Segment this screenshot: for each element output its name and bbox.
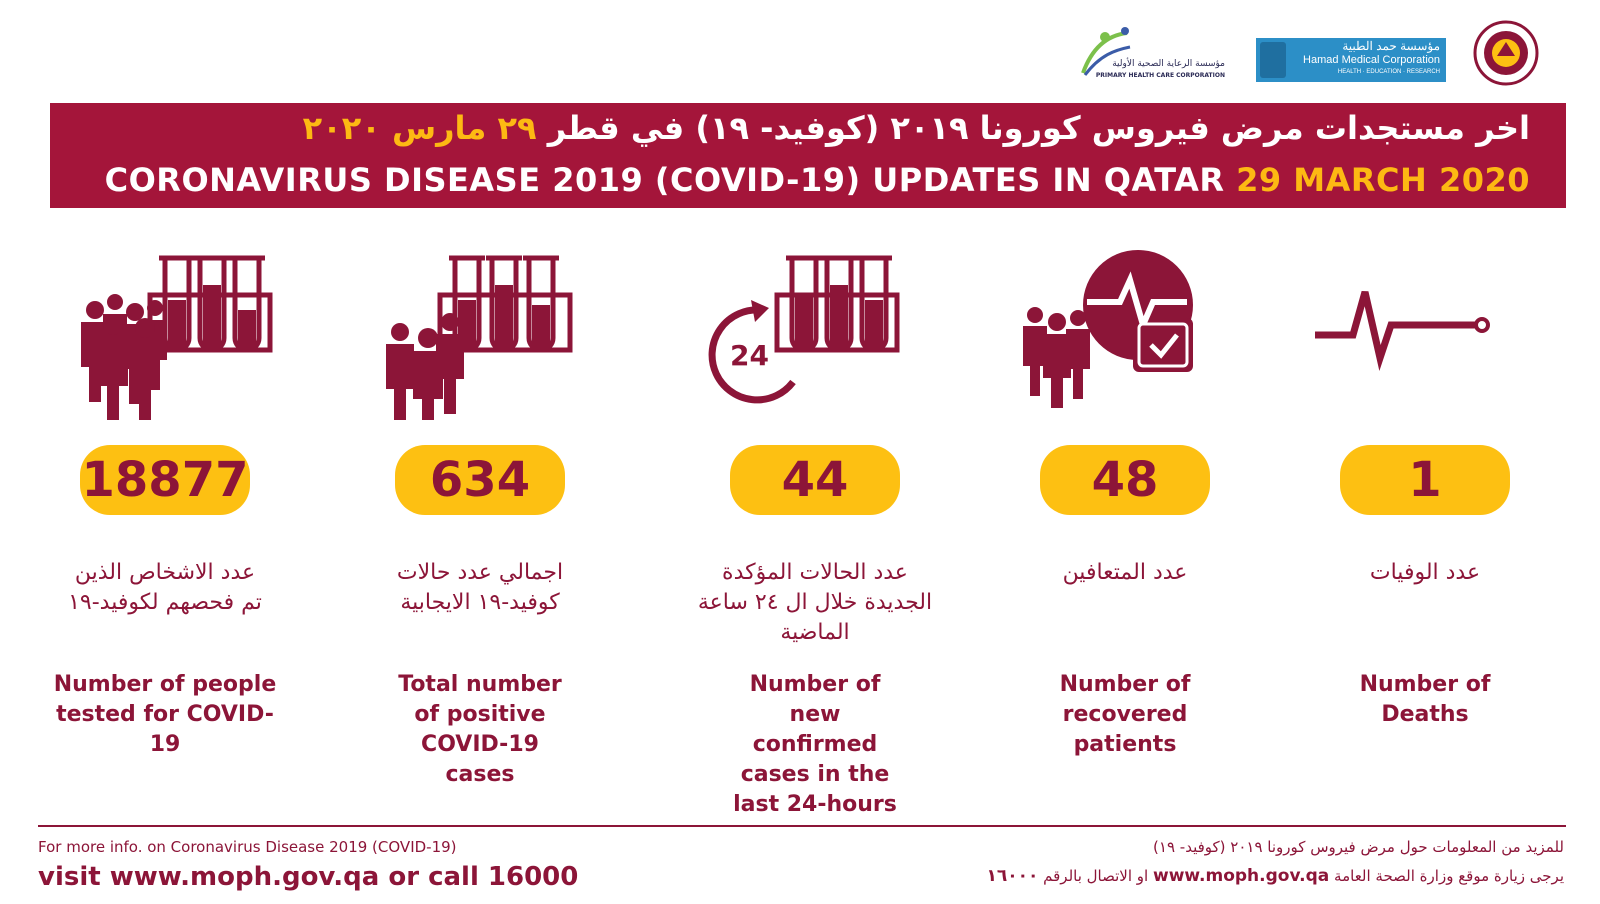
stat-value: 634 [395,445,565,515]
stat-label-english: Number of recovered patients [1059,672,1191,757]
stat-label-arabic: اجمالي عدد حالات كوفيد-١٩ الايجابية [396,560,564,615]
stat-label-arabic: عدد المتعافين [1062,560,1188,585]
stat-label-arabic: عدد الاشخاص الذين تم فحصهم لكوفيد-١٩ [68,560,262,615]
hmc-logo [1256,38,1446,82]
banner-title-arabic [303,109,1530,147]
hmc-emblem-icon [1260,42,1286,78]
stat-label-english: Total number of positive COVID-19 cases [398,672,562,787]
banner-title-ar-text: اخر مستجدات مرض فيروس كورونا ٢٠١٩ (كوفيد- ١٩) في قطر [547,109,1530,147]
banner-date-ar: ٢٩ مارس ٢٠٢٠ [302,109,537,147]
footer-visit-ar-text: يرجى زيارة موقع وزارة الصحة العامة [1334,867,1564,885]
hmc-arabic-name: مؤسسة حمد الطبية [1342,39,1440,53]
stat-label-english: Number of people tested for COVID-19 [53,672,277,757]
stat-value: 48 [1040,445,1210,515]
footer-url-link[interactable]: www.moph.gov.qa [1153,866,1330,886]
moph-emblem [1473,20,1539,86]
footer-call-ar-text: او الاتصال بالرقم [1043,867,1149,885]
stat-value: 1 [1340,445,1510,515]
banner-title-en-text: CORONAVIRUS DISEASE 2019 (COVID-19) UPDATES IN QATAR [104,161,1225,199]
footer-info-arabic: للمزيد من المعلومات حول مرض فيروس كورونا ٢٠١٩ (كوفيد- ١٩) [1153,838,1564,856]
24h-label: 24 [730,339,769,372]
people-test-tubes-icon [15,240,315,420]
stat-value: 44 [730,445,900,515]
banner-date-en: 29 MARCH 2020 [1236,161,1530,199]
footer-info-english: For more info. on Coronavirus Disease 2019 (COVID-19) [38,838,457,856]
stat-label-english: Number of new confirmed cases in the last 24-hours [733,672,897,817]
stat-label-arabic: عدد الحالات المؤكدة الجديدة خلال ال ٢٤ ساعة الماضية [697,560,933,645]
flatline-icon [1275,240,1575,420]
banner-title-english [105,161,1530,199]
qatar-emblem-icon [1473,20,1539,86]
footer-divider [38,825,1566,827]
24h-test-tubes-icon [665,240,965,420]
phcc-logo [1075,25,1225,85]
title-banner [50,103,1566,208]
stat-label-arabic: عدد الوفيات [1369,560,1481,585]
hmc-tagline: HEALTH · EDUCATION · RESEARCH [1337,69,1440,75]
phcc-english-name: PRIMARY HEALTH CARE CORPORATION [1095,72,1225,79]
hmc-english-name: Hamad Medical Corporation [1303,54,1440,66]
footer-phone-ar[interactable]: ١٦٠٠٠ [986,866,1039,886]
footer-visit-english: visit www.moph.gov.qa or call 16000 [38,862,579,892]
footer-visit-arabic [986,866,1564,886]
stat-value: 18877 [80,445,250,515]
recovered-heartbeat-icon [975,240,1275,420]
phcc-arabic-name: مؤسسة الرعاية الصحية الأولية [1112,59,1225,69]
stat-label-english: Number of Deaths [1359,672,1491,727]
people-test-tubes-icon [330,240,630,420]
